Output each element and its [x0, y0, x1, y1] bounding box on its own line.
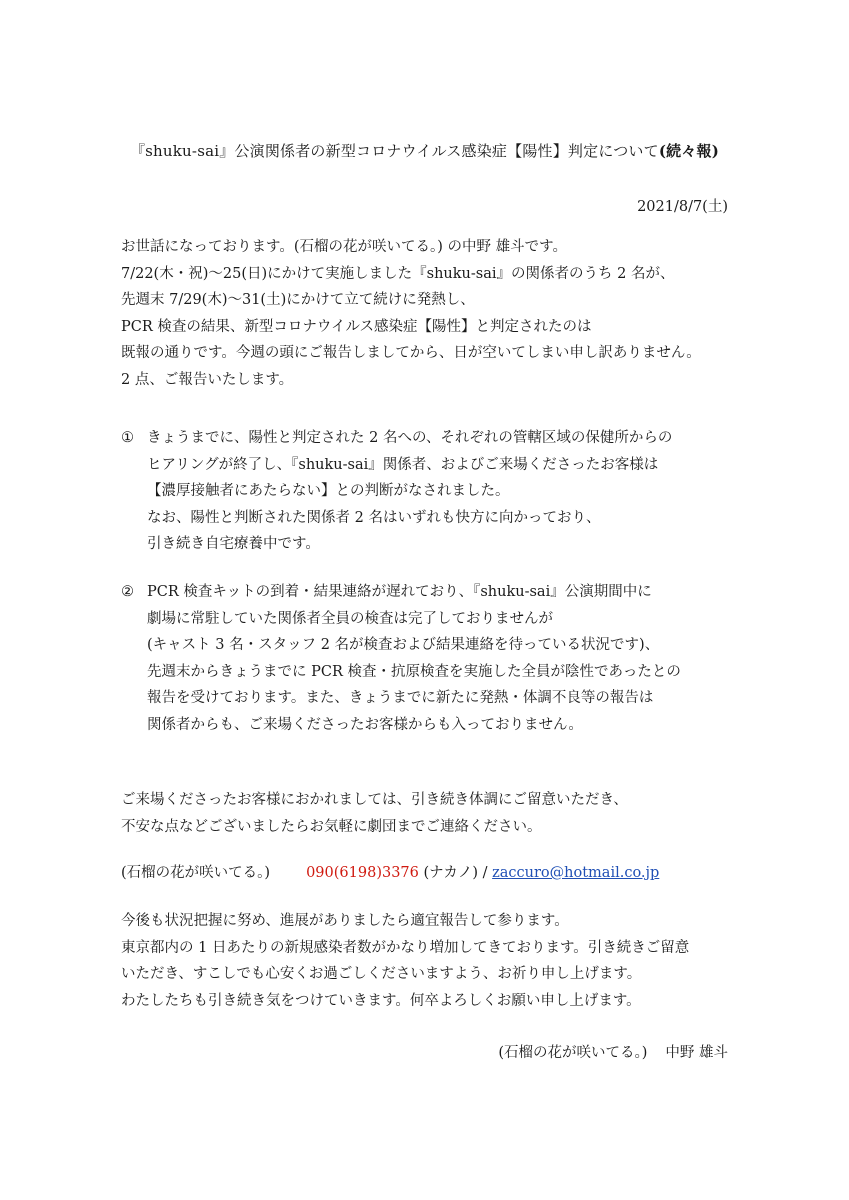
- item-line: なお、陽性と判断された関係者 2 名はいずれも快方に向かっており、: [147, 509, 601, 526]
- item-number: ②: [121, 584, 134, 600]
- contact-phone[interactable]: 090(6198)3376: [306, 865, 419, 881]
- item-line: 引き続き自宅療養中です。: [147, 536, 320, 552]
- intro-line: 先週末 7/29(木)〜31(土)にかけて立て続けに発熱し、: [121, 292, 475, 308]
- document-title: [0, 140, 849, 161]
- signature: [498, 1041, 728, 1062]
- closing-line: 不安な点などございましたらお気軽に劇団までご連絡ください。: [121, 818, 542, 835]
- contact-email-link[interactable]: zaccuro@hotmail.co.jp: [492, 865, 660, 881]
- contact-line: [121, 860, 659, 886]
- contact-org: (石榴の花が咲いてる。): [121, 865, 271, 881]
- intro-line: 既報の通りです。今週の頭にご報告しましてから、日が空いてしまい申し訳ありません。: [121, 345, 701, 361]
- item-line: (キャスト 3 名・スタッフ 2 名が検査および結果連絡を待っている状況です)、: [147, 637, 660, 653]
- item-line: 報告を受けております。また、きょうまでに新たに発熱・体調不良等の報告は: [147, 690, 654, 706]
- item-line: 関係者からも、ご来場くださったお客様からも入っておりません。: [147, 716, 583, 733]
- closing-paragraph: [121, 787, 741, 840]
- signature-org: (石榴の花が咲いてる。): [498, 1045, 648, 1061]
- signature-name: 中野 雄斗: [665, 1045, 728, 1061]
- intro-paragraph: [121, 234, 741, 393]
- title-suffix: (続々報): [658, 142, 720, 160]
- document-date: 2021/8/7(土): [637, 199, 728, 215]
- followup-line: わたしたちも引き続き気をつけていきます。何卒よろしくお願い申し上げます。: [121, 992, 641, 1009]
- item-line: 劇場に常駐していた関係者全員の検査は完了しておりませんが: [147, 610, 553, 627]
- followup-line: いただき、すこしでも心安くお過ごしくださいますよう、お祈り申し上げます。: [121, 966, 642, 982]
- intro-line: お世話になっております。(石榴の花が咲いてる。) の中野 雄斗です。: [121, 239, 567, 255]
- intro-line: 2 点、ご報告いたします。: [121, 371, 294, 388]
- followup-line: 東京都内の 1 日あたりの新規感染者数がかなり増加してきております。引き続きご留意: [121, 939, 690, 956]
- followup-line: 今後も状況把握に努め、進展がありましたら適宜報告して参ります。: [121, 913, 569, 929]
- item-line: 先週末からきょうまでに PCR 検査・抗原検査を実施した全員が陰性であったとの: [147, 663, 681, 680]
- item-line: [121, 579, 741, 606]
- item-text: きょうまでに、陽性と判定された 2 名への、それぞれの管轄区域の保健所からの: [147, 430, 673, 446]
- item-line: [121, 425, 741, 452]
- report-item-2: [121, 579, 741, 738]
- intro-line: 7/22(木・祝)〜25(日)にかけて実施しました『shuku-sai』の関係者のうち 2 名が、: [121, 265, 675, 282]
- followup-paragraph: [121, 908, 741, 1014]
- item-line: 【濃厚接触者にあたらない】との判断がなされました。: [147, 483, 510, 499]
- item-line: ヒアリングが終了し、『shuku-sai』関係者、およびご来場くださったお客様は: [147, 456, 659, 473]
- intro-line: PCR 検査の結果、新型コロナウイルス感染症【陽性】と判定されたのは: [121, 318, 592, 335]
- report-item-1: [121, 425, 741, 558]
- closing-line: ご来場くださったお客様におかれましては、引き続き体調にご留意いただき、: [121, 792, 628, 808]
- title-main: 『shuku-sai』公演関係者の新型コロナウイルス感染症【陽性】判定について: [129, 142, 659, 160]
- item-text: PCR 検査キットの到着・結果連絡が遅れており、『shuku-sai』公演期間中に: [147, 584, 652, 600]
- contact-phone-note: (ナカノ) /: [423, 865, 488, 881]
- item-number: ①: [121, 430, 134, 446]
